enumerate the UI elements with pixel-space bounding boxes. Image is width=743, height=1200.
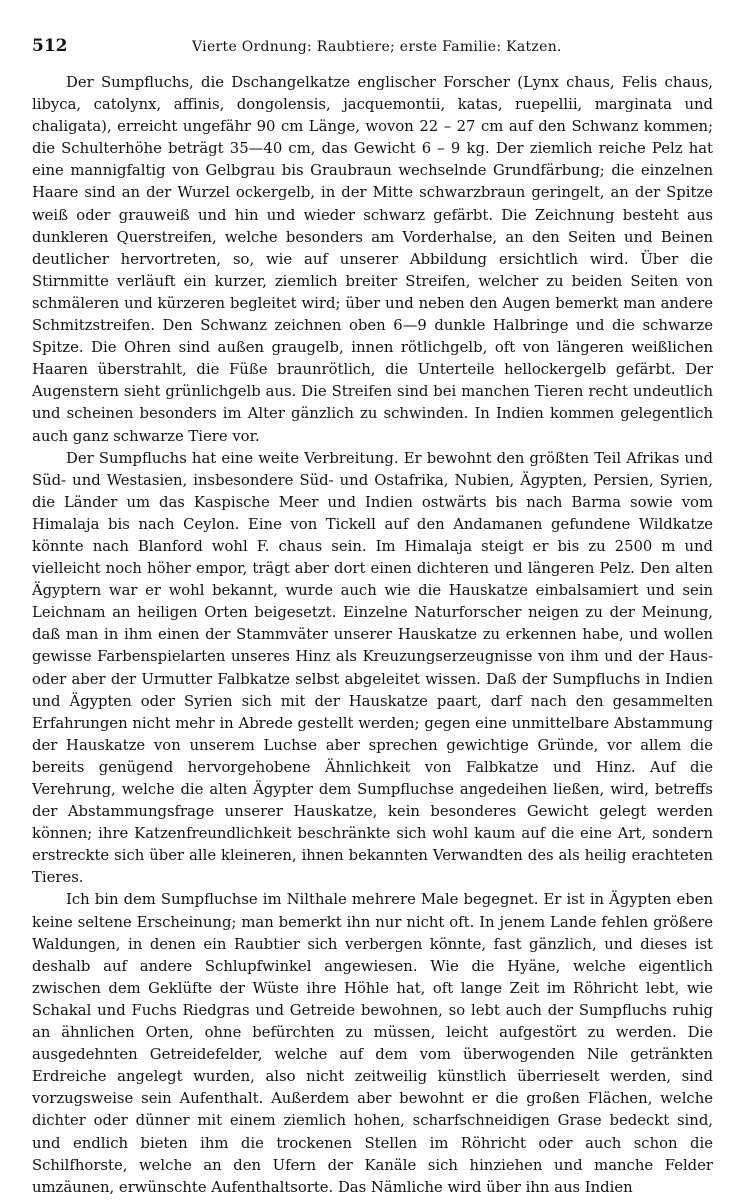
paragraph-habitat: Ich bin dem Sumpfluchse im Nilthale mehrere Male begegnet. Er ist in Ägypten eben keine seltene Erscheinung; man bemerkt ihn nur nicht oft. In jenem Lande fehlen größere Waldungen, in denen ein Raubtier sich verbergen könnte, fast gänzlich, und dieses ist deshalb auf andere Schlupfwinkel angewiesen. Wie die Hyäne, welche eigentlich zwischen dem Geklüfte der Wüste ihre Höhle hat, oft lange Zeit im Röhricht lebt, wie Schakal und Fuchs Riedgras und Getreide bewohnen, so lebt auch der Sumpfluchs ruhig an ähnlichen Orten, ohne befürchten zu müssen, leicht aufgestört zu werden. Die ausgedehnten Getreidefelder, welche auf dem vom überwogenden Nile getränkten Erdreiche angelegt wurden, also nicht zeitweilig künstlich überrieselt werden, sind vorzugsweise sein Aufenthalt. Außerdem aber bewohnt er die großen Flächen, welche dichter oder dünner mit einem ziemlich hohen, scharfschneidigen Grase bedeckt sind, und endlich bieten ihm die trockenen Stellen im Röhricht oder auch schon die Schilfhorste, welche an den Ufern der Kanäle sich hinziehen und manche Felder umzäunen, erwünschte Aufenthaltsorte. Das Nämliche wird über ihn aus Indien (32, 891, 713, 1196)
body-text (32, 72, 713, 1199)
page-number: 512 (32, 36, 68, 56)
paragraph-distribution: Der Sumpfluchs hat eine weite Verbreitung. Er bewohnt den größten Teil Afrikas und Süd- und Westasien, insbesondere Süd- und Ostafrika, Nubien, Ägypten, Persien, Syrien, die Länder um das Kaspische Meer und Indien ostwärts bis nach Barma sowie vom Himalaja bis nach Ceylon. Eine von Tickell auf den Andamanen gefundene Wildkatze könnte nach Blanford wohl F. chaus sein. Im Himalaja steigt er bis zu 2500 m und vielleicht noch höher empor, trägt aber dort einen dichteren und längeren Pelz. Den alten Ägyptern war er wohl bekannt, wurde auch wie die Hauskatze einbalsamiert und sein Leichnam an heiligen Orten beigesetzt. Einzelne Naturforscher neigen zu der Meinung, daß man in ihm einen der Stammväter unserer Hauskatze zu erkennen habe, und wollen gewisse Farbenspielarten unseres Hinz als Kreuzungserzeugnisse von ihm und der Haus- oder aber der Urmutter Falbkatze selbst abgeleitet wissen. Daß der Sumpfluchs in Indien und Ägypten oder Syrien sich mit der Hauskatze paart, darf nach den gesammelten Erfahrungen nicht mehr in Abrede gestellt werden; gegen eine unmittelbare Abstammung der Hauskatze von unserem Luchse aber sprechen gewichtige Gründe, vor allem die bereits genügend hervorgehobene Ähnlichkeit von Falbkatze und Hinz. Auf die Verehrung, welche die alten Ägypter dem Sumpfluchse angedeihen ließen, wird, betreffs der Abstammungsfrage unserer Hauskatze, kein besonderes Gewicht gelegt werden können; ihre Katzenfreundlichkeit beschränkte sich wohl kaum auf die eine Art, sondern erstreckte sich über alle kleineren, ihnen bekannten Verwandten des als heilig erachteten Tieres. (32, 449, 713, 887)
running-title: Vierte Ordnung: Raubtiere; erste Familie: Katzen. (192, 39, 562, 55)
running-head (32, 36, 713, 60)
paragraph-description: Der Sumpfluchs, die Dschangelkatze englischer Forscher (Lynx chaus, Felis chaus, libyca, catolynx, affinis, dongolensis, jacquemontii, katas, ruepellii, marginata und chaligata), erreicht ungefähr 90 cm Länge, wovon 22 – 27 cm auf den Schwanz kommen; die Schulterhöhe beträgt 35—40 cm, das Gewicht 6 – 9 kg. Der ziemlich reiche Pelz hat eine mannigfaltig von Gelbgrau bis Graubraun wechselnde Grundfärbung; die einzelnen Haare sind an der Wurzel ockergelb, in der Mitte schwarzbraun geringelt, an der Spitze weiß oder grauweiß und hin und wieder schwarz gefärbt. Die Zeichnung besteht aus dunkleren Querstreifen, welche besonders am Vorderhalse, an den Seiten und Beinen deutlicher hervortreten, so, wie auf unserer Abbildung ersichtlich wird. Über die Stirnmitte verläuft ein kurzer, ziemlich breiter Streifen, welcher zu beiden Seiten von schmäleren und kürzeren begleitet wird; über und neben den Augen bemerkt man andere Schmitzstreifen. Den Schwanz zeichnen oben 6—9 dunkle Halbringe und die schwarze Spitze. Die Ohren sind außen graugelb, innen rötlichgelb, oft von längeren weißlichen Haaren überstrahlt, die Füße braunrötlich, die Unterteile hellockergelb gefärbt. Der Augenstern sieht grünlichgelb aus. Die Streifen sind bei manchen Tieren recht undeutlich und scheinen besonders im Alter gänzlich zu schwinden. In Indien kommen gelegentlich auch ganz schwarze Tiere vor. (32, 74, 713, 445)
